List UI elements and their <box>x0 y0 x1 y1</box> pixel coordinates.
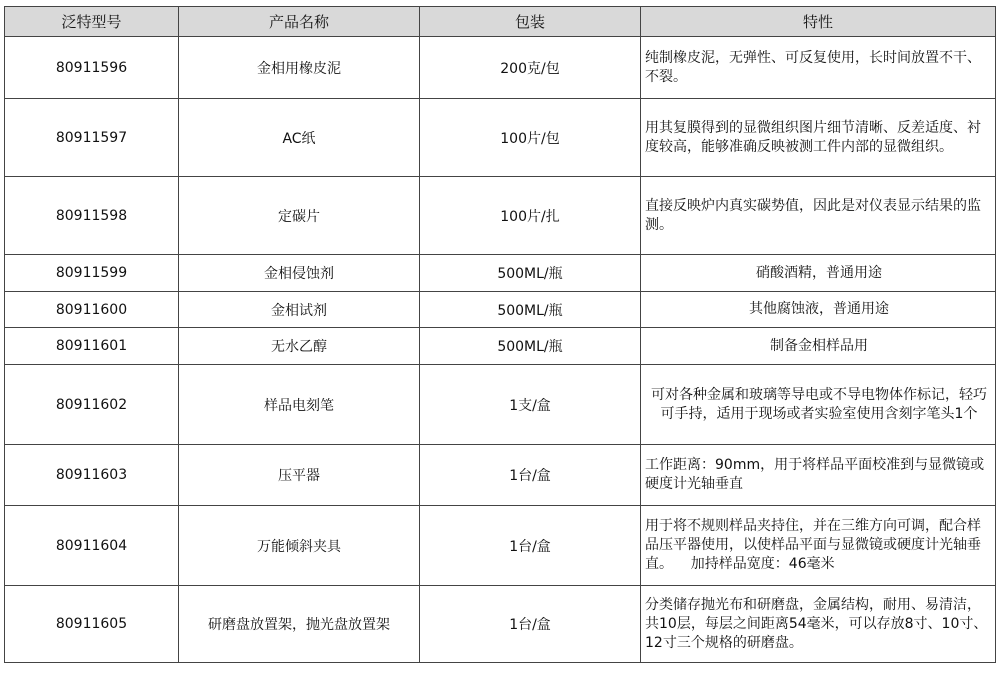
cell-name: AC纸 <box>179 99 420 177</box>
table-row <box>5 445 996 506</box>
cell-pack: 500ML/瓶 <box>420 328 641 365</box>
cell-pack: 100片/扎 <box>420 177 641 255</box>
cell-model: 80911604 <box>5 506 179 586</box>
cell-feature: 硝酸酒精，普通用途 <box>641 255 996 292</box>
header-model: 泛特型号 <box>5 7 179 37</box>
cell-feature: 工作距离：90mm，用于将样品平面校准到与显微镜或硬度计光轴垂直 <box>641 445 996 506</box>
table-row <box>5 177 996 255</box>
cell-pack: 1台/盒 <box>420 586 641 663</box>
cell-pack: 1台/盒 <box>420 506 641 586</box>
cell-pack: 200克/包 <box>420 37 641 99</box>
cell-name: 金相用橡皮泥 <box>179 37 420 99</box>
cell-pack: 1支/盒 <box>420 365 641 445</box>
cell-model: 80911599 <box>5 255 179 292</box>
cell-name: 金相试剂 <box>179 292 420 328</box>
cell-pack: 1台/盒 <box>420 445 641 506</box>
cell-pack: 500ML/瓶 <box>420 292 641 328</box>
header-row <box>5 7 996 37</box>
table-row <box>5 328 996 365</box>
cell-feature: 分类储存抛光布和研磨盘，金属结构，耐用、易清洁，共10层，每层之间距离54毫米，可以存放8寸、10寸、12寸三个规格的研磨盘。 <box>641 586 996 663</box>
cell-feature: 用于将不规则样品夹持住，并在三维方向可调，配合样品压平器使用，以使样品平面与显微镜或硬度计光轴垂直。 加持样品宽度：46毫米 <box>641 506 996 586</box>
cell-model: 80911598 <box>5 177 179 255</box>
header-feature: 特性 <box>641 7 996 37</box>
cell-feature: 用其复膜得到的显微组织图片细节清晰、反差适度、衬度较高，能够准确反映被测工件内部的显微组织。 <box>641 99 996 177</box>
cell-name: 无水乙醇 <box>179 328 420 365</box>
table-row <box>5 292 996 328</box>
cell-model: 80911600 <box>5 292 179 328</box>
table-row <box>5 365 996 445</box>
cell-feature: 制备金相样品用 <box>641 328 996 365</box>
cell-feature: 直接反映炉内真实碳势值，因此是对仪表显示结果的监测。 <box>641 177 996 255</box>
cell-feature: 其他腐蚀液，普通用途 <box>641 292 996 328</box>
cell-model: 80911596 <box>5 37 179 99</box>
cell-model: 80911602 <box>5 365 179 445</box>
cell-model: 80911603 <box>5 445 179 506</box>
cell-model: 80911601 <box>5 328 179 365</box>
cell-feature: 纯制橡皮泥，无弹性、可反复使用，长时间放置不干、不裂。 <box>641 37 996 99</box>
header-name: 产品名称 <box>179 7 420 37</box>
table-row <box>5 37 996 99</box>
cell-model: 80911605 <box>5 586 179 663</box>
cell-name: 研磨盘放置架，抛光盘放置架 <box>179 586 420 663</box>
cell-name: 万能倾斜夹具 <box>179 506 420 586</box>
table-row <box>5 255 996 292</box>
table-row <box>5 586 996 663</box>
cell-model: 80911597 <box>5 99 179 177</box>
cell-name: 定碳片 <box>179 177 420 255</box>
cell-pack: 500ML/瓶 <box>420 255 641 292</box>
cell-feature: 可对各种金属和玻璃等导电或不导电物体作标记，轻巧可手持，适用于现场或者实验室使用含刻字笔头1个 <box>641 365 996 445</box>
cell-name: 金相侵蚀剂 <box>179 255 420 292</box>
cell-pack: 100片/包 <box>420 99 641 177</box>
table-row <box>5 99 996 177</box>
cell-name: 样品电刻笔 <box>179 365 420 445</box>
header-pack: 包装 <box>420 7 641 37</box>
table-row <box>5 506 996 586</box>
cell-name: 压平器 <box>179 445 420 506</box>
product-table <box>4 6 996 663</box>
